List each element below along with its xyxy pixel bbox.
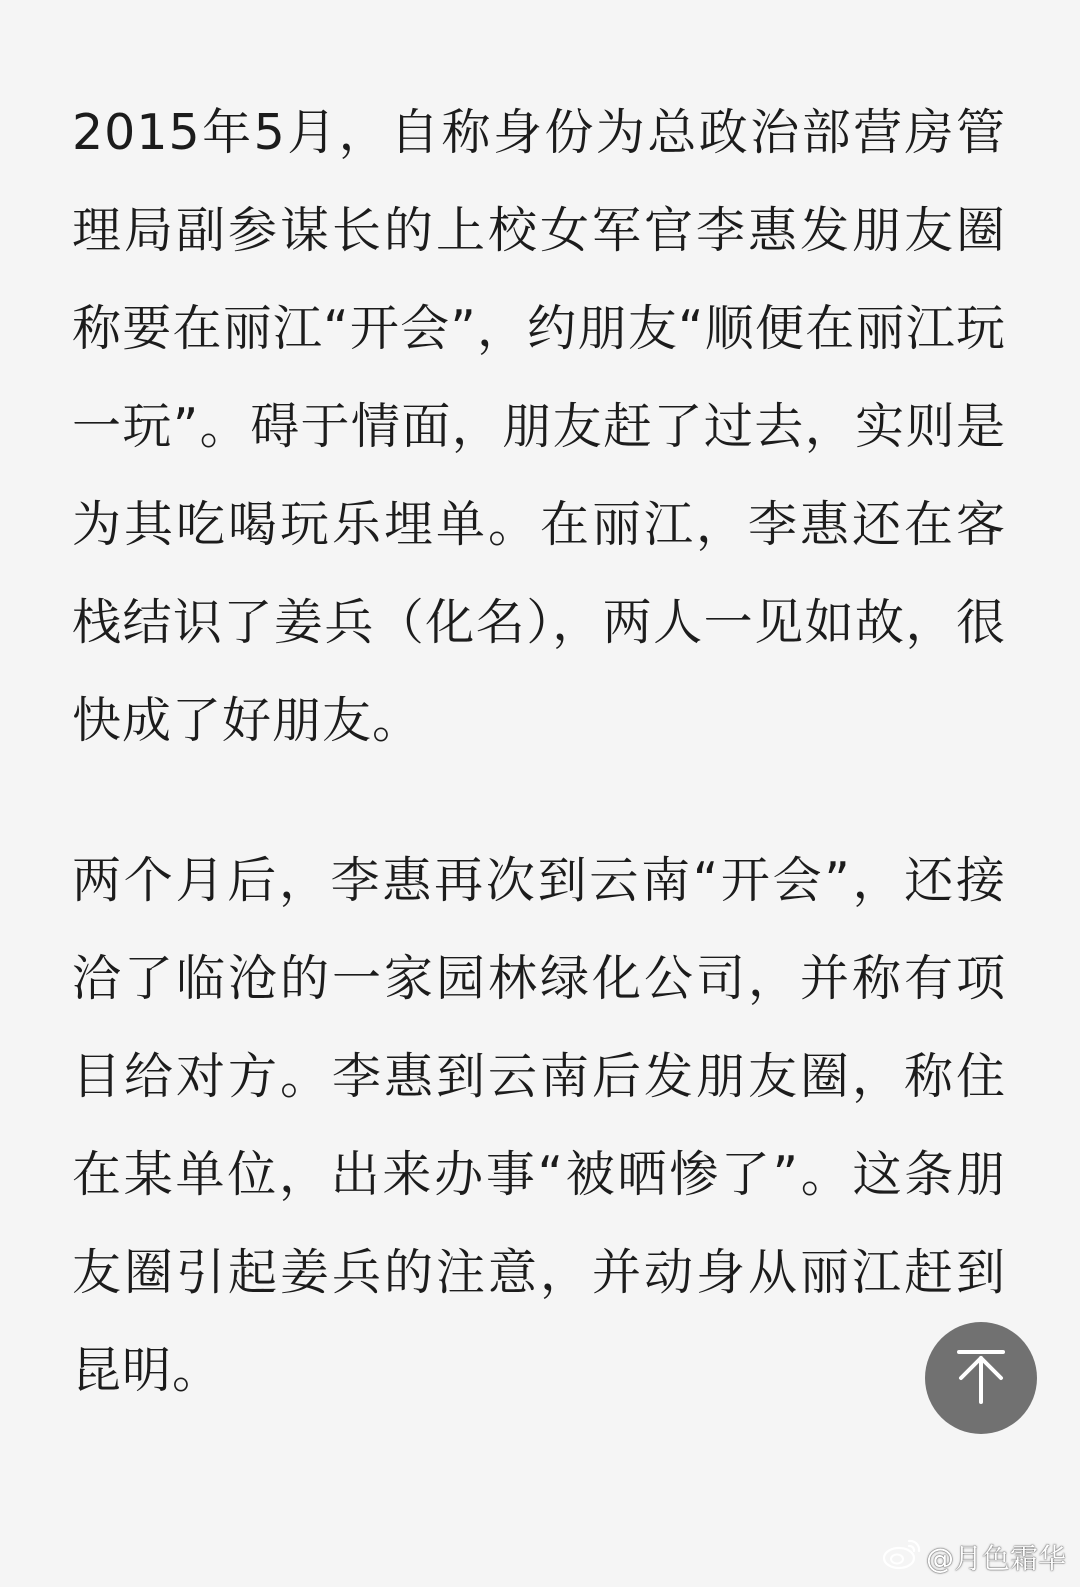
article-paragraph: 两个月后，李惠再次到云南“开会”，还接洽了临沧的一家园林绿化公司，并称有项目给对方。李惠到云南后发朋友圈，称住在某单位，出来办事“被晒惨了”。这条朋友圈引起姜兵的注意，并动身从丽江赶到昆明。 <box>72 852 1006 1399</box>
weibo-logo-icon <box>882 1537 922 1578</box>
watermark <box>882 1537 1066 1577</box>
article-paragraph: 2015年5月，自称身份为总政治部营房管理局副参谋长的上校女军官李惠发朋友圈称要在丽江“开会”，约朋友“顺便在丽江玩一玩”。碍于情面，朋友赶了过去，实则是为其吃喝玩乐埋单。在丽江，李惠还在客栈结识了姜兵（化名），两人一见如故，很快成了好朋友。 <box>72 104 1006 749</box>
watermark-text: @月色霜华 <box>925 1542 1066 1575</box>
article-body <box>72 84 1006 1420</box>
scroll-to-top-button[interactable] <box>925 1322 1037 1434</box>
arrow-up-icon <box>949 1344 1013 1412</box>
